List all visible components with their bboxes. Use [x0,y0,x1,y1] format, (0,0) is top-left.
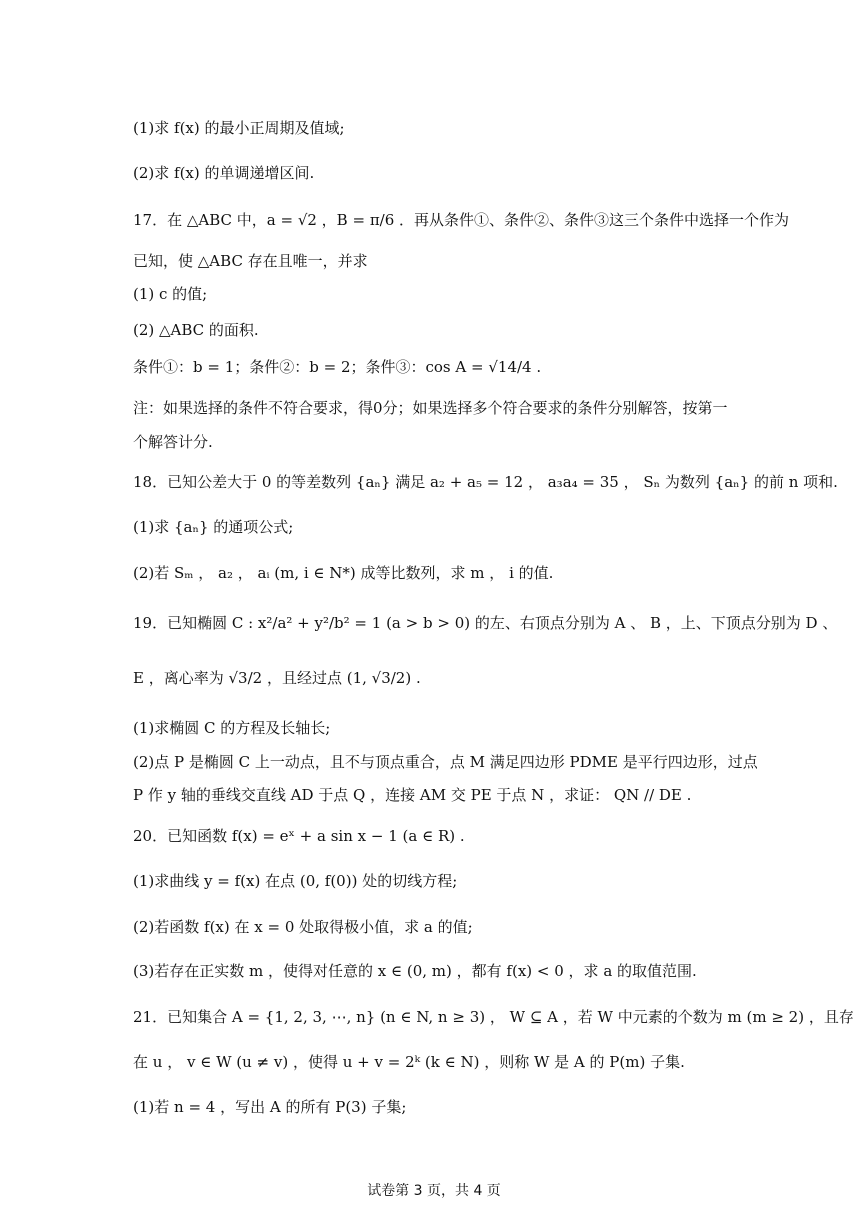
text-line: 在 u ， v ∈ W (u ≠ v) ，使得 u + v = 2ᵏ (k ∈ N) ，则称 W 是 A 的 P(m) 子集. [133,1053,685,1071]
question-18-line: 18．已知公差大于 0 的等差数列 {aₙ} 满足 a₂ + a₅ = 12 ， a₃a₄ = 35 ， Sₙ 为数列 {aₙ} 的前 n 项和. [133,473,838,491]
note-line: 注：如果选择的条件不符合要求，得0分；如果选择多个符合要求的条件分别解答，按第一 [133,399,728,417]
text-line: (1) c 的值; [133,285,208,303]
text-line: P 作 y 轴的垂线交直线 AD 于点 Q ，连接 AM 交 PE 于点 N ，求证： QN // DE . [133,786,692,804]
text-line: (2)若 Sₘ ， a₂ ， aᵢ (m, i ∈ N*) 成等比数列，求 m ， i 的值. [133,564,554,582]
text-line: (1)求曲线 y = f(x) 在点 (0, f(0)) 处的切线方程; [133,872,458,890]
question-20-line: 20．已知函数 f(x) = eˣ + a sin x − 1 (a ∈ R) . [133,827,465,845]
text-line: E ，离心率为 √3/2 ，且经过点 (1, √3/2) . [133,669,421,687]
note-line: 个解答计分. [133,433,213,451]
text-line: (2)求 f(x) 的单调递增区间. [133,164,315,182]
text-line: (1)若 n = 4 ，写出 A 的所有 P(3) 子集; [133,1098,407,1116]
page-footer: 试卷第 3 页，共 4 页 [367,1183,501,1199]
text-line: 已知，使 △ABC 存在且唯一，并求 [133,252,368,270]
question-21-line: 21．已知集合 A = {1, 2, 3, ⋯, n} (n ∈ N, n ≥ 3) ， W ⊆ A ，若 W 中元素的个数为 m (m ≥ 2) ，且存 [133,1008,854,1026]
text-line: (2)点 P 是椭圆 C 上一动点，且不与顶点重合，点 M 满足四边形 PDME 是平行四边形，过点 [133,753,758,771]
question-17-line: 17．在 △ABC 中，a = √2 ，B = π/6 ．再从条件①、条件②、条件③这三个条件中选择一个作为 [133,211,790,229]
text-line: (1)求 {aₙ} 的通项公式; [133,518,294,536]
text-line: (1)求椭圆 C 的方程及长轴长; [133,719,331,737]
text-line: (3)若存在正实数 m ，使得对任意的 x ∈ (0, m) ，都有 f(x) < 0 ，求 a 的取值范围. [133,962,697,980]
text-line: (2) △ABC 的面积. [133,321,259,339]
question-19-line: 19．已知椭圆 C : x²/a² + y²/b² = 1 (a > b > 0) 的左、右顶点分别为 A 、 B ，上、下顶点分别为 D 、 [133,614,838,632]
text-line: (1)求 f(x) 的最小正周期及值域; [133,119,345,137]
conditions-line: 条件①：b = 1；条件②：b = 2；条件③：cos A = √14/4 . [133,358,542,376]
text-line: (2)若函数 f(x) 在 x = 0 处取得极小值，求 a 的值; [133,918,473,936]
